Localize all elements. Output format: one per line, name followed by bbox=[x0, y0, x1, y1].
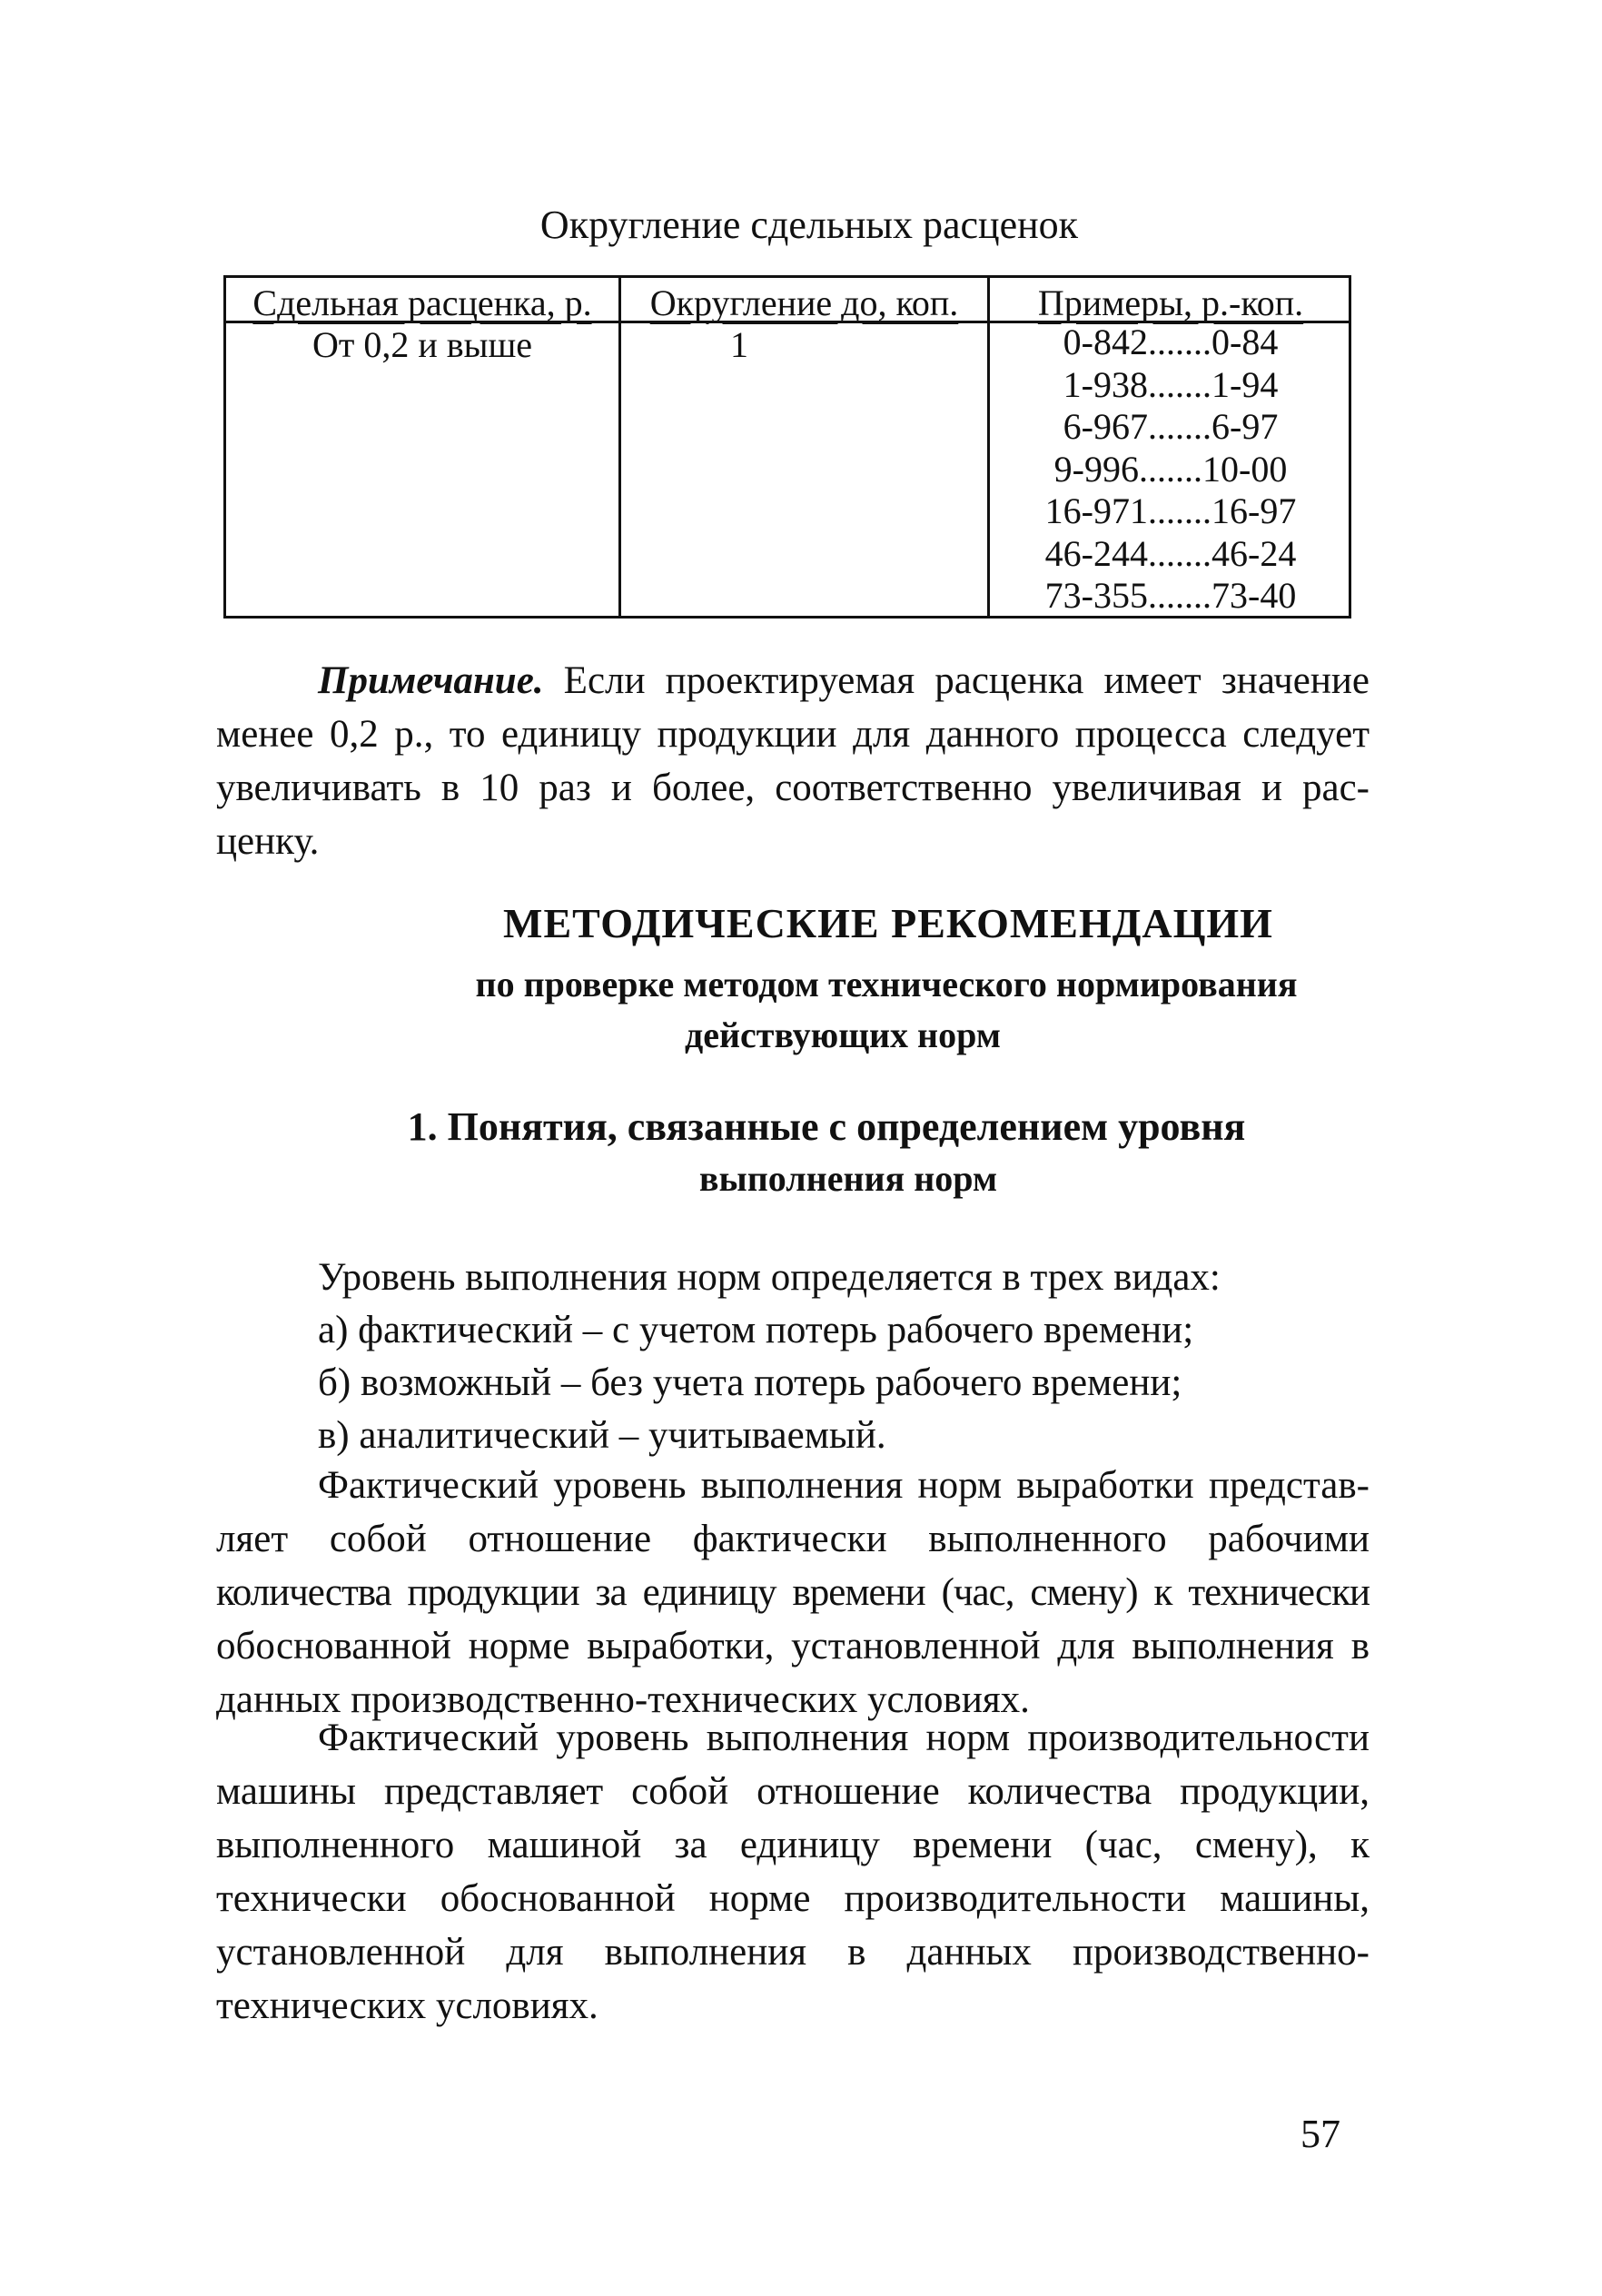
list-item: б) возможный – без учета потерь рабочего времени; bbox=[318, 1361, 1182, 1404]
example-item: 1-938.......1-94 bbox=[1063, 363, 1279, 405]
subheading: действующих норм bbox=[685, 1014, 1001, 1055]
example-item: 46-244.......46-24 bbox=[1044, 532, 1297, 574]
note-text: Если проектируемая расценка имеет значение bbox=[563, 659, 1370, 702]
paragraph-line: технических условиях. bbox=[216, 1984, 598, 2027]
example-item: 6-967.......6-97 bbox=[1063, 406, 1279, 447]
section-heading: выполнения норм bbox=[698, 1158, 998, 1199]
example-item: 16-971.......16-97 bbox=[1044, 490, 1297, 531]
header-rounding: Округление до, коп. bbox=[649, 282, 959, 323]
paragraph-line: Фактический уровень выполнения норм выработки представ- bbox=[318, 1464, 1370, 1507]
subheading: по проверке методом технического нормирования bbox=[475, 964, 1298, 1004]
table-caption: Округление сдельных расценок bbox=[539, 203, 1079, 247]
list-item: в) аналитический – учитываемый. bbox=[318, 1414, 886, 1457]
paragraph-line: количества продукции за единицу времени (час, смену) к технически bbox=[216, 1571, 1370, 1614]
note-line: менее 0,2 р., то единицу продукции для данного процесса следует bbox=[216, 713, 1370, 756]
example-item: 0-842.......0-84 bbox=[1063, 322, 1279, 362]
levels-list bbox=[318, 1252, 1221, 1462]
example-item: 73-355.......73-40 bbox=[1044, 575, 1297, 616]
header-examples: Примеры, р.-коп. bbox=[1037, 282, 1304, 323]
main-heading: МЕТОДИЧЕСКИЕ РЕКОМЕНДАЦИИ bbox=[503, 900, 1273, 946]
paragraph-1 bbox=[216, 1459, 1370, 1727]
note-paragraph bbox=[216, 654, 1370, 868]
note-line: увеличивать в 10 раз и более, соответственно увеличивая и рас- bbox=[216, 767, 1370, 809]
paragraph-line: данных производственно-технических условиях. bbox=[216, 1678, 1030, 1721]
section-heading: 1. Понятия, связанные с определением уровня bbox=[407, 1104, 1246, 1149]
note-label: Примечание. bbox=[318, 659, 544, 702]
note-line bbox=[216, 654, 1370, 708]
page-number: 57 bbox=[1300, 2112, 1340, 2156]
paragraph-line: технически обоснованной норме производительности машины, bbox=[216, 1877, 1370, 1920]
examples-list bbox=[989, 322, 1352, 618]
paragraph-line: обоснованной норме выработки, установленной для выполнения в bbox=[216, 1625, 1370, 1668]
list-item: а) фактический – с учетом потерь рабочего времени; bbox=[318, 1309, 1194, 1351]
paragraph-line: машины представляет собой отношение количества продукции, bbox=[216, 1770, 1370, 1813]
paragraph-line: Фактический уровень выполнения норм производительности bbox=[318, 1717, 1370, 1759]
cell-rounding: 1 bbox=[730, 324, 748, 365]
paragraph-2 bbox=[216, 1711, 1370, 2033]
example-item: 9-996.......10-00 bbox=[1053, 448, 1288, 490]
header-rate: Сдельная расценка, р. bbox=[252, 282, 592, 323]
paragraph-line: ляет собой отношение фактически выполненного рабочими bbox=[216, 1518, 1370, 1560]
note-line: ценку. bbox=[216, 820, 320, 863]
rounding-table bbox=[223, 275, 1351, 619]
paragraph-line: выполненного машиной за единицу времени (час, смену), к bbox=[216, 1824, 1370, 1866]
list-lead: Уровень выполнения норм определяется в трех видах: bbox=[318, 1256, 1221, 1299]
cell-rate: От 0,2 и выше bbox=[312, 324, 533, 365]
paragraph-line: установленной для выполнения в данных производственно- bbox=[216, 1931, 1370, 1974]
